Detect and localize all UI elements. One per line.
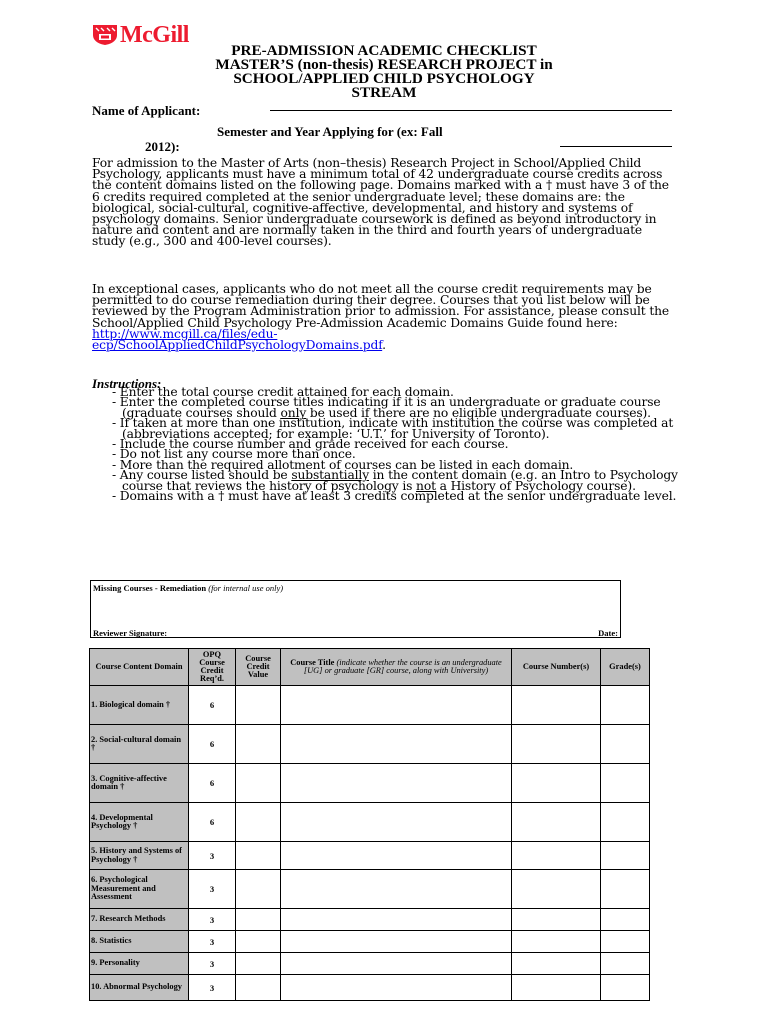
course-title-cell[interactable] xyxy=(281,764,512,803)
remediation-paragraph: In exceptional cases, applicants who do not meet all the course credit requirements may be permitted to do course remediation during their degree. Courses that you list below will be reviewed by the Program Administration prior to admission. For assistance, please consult the School/Applied Child Psychology Pre-Admission Academic Domains Guide found here: http://www.mcgill.ca/files/edu- ecp/SchoolAppliedChildPsychologyDomains.pdf. xyxy=(92,282,670,353)
instruction-item: - More than the required allotment of courses can be listed in each domain. xyxy=(112,457,574,472)
grade-cell[interactable] xyxy=(601,975,650,1001)
table-row xyxy=(90,686,650,725)
course-number-cell[interactable] xyxy=(512,803,601,842)
col-grade: Grade(s) xyxy=(601,649,650,686)
domain-cell: 2. Social-cultural domain † xyxy=(90,725,189,764)
domain-cell: 1. Biological domain † xyxy=(90,686,189,725)
instructions-list xyxy=(112,385,682,504)
credit-value-cell[interactable] xyxy=(236,975,281,1001)
credit-required-cell: 6 xyxy=(189,725,236,764)
domain-cell: 7. Research Methods xyxy=(90,909,189,931)
domain-cell: 4. Developmental Psychology † xyxy=(90,803,189,842)
course-number-cell[interactable] xyxy=(512,686,601,725)
credit-value-cell[interactable] xyxy=(236,725,281,764)
credit-value-cell[interactable] xyxy=(236,909,281,931)
course-title-cell[interactable] xyxy=(281,953,512,975)
instruction-item: - Enter the total course credit attained for each domain. xyxy=(112,385,454,399)
credit-required-cell: 3 xyxy=(189,975,236,1001)
grade-cell[interactable] xyxy=(601,909,650,931)
domain-cell: 5. History and Systems of Psychology † xyxy=(90,842,189,870)
grade-cell[interactable] xyxy=(601,686,650,725)
domains-guide-link[interactable]: http://www.mcgill.ca/files/edu- ecp/SchoolAppliedChildPsychologyDomains.pdf xyxy=(92,326,383,353)
table-row xyxy=(90,725,650,764)
grade-cell[interactable] xyxy=(601,803,650,842)
col-course-title: Course Title (indicate whether the course is an undergraduate [UG] or graduate [GR] course, along with University) xyxy=(281,649,512,686)
credit-required-cell: 3 xyxy=(189,931,236,953)
grade-cell[interactable] xyxy=(601,764,650,803)
domain-cell: 8. Statistics xyxy=(90,931,189,953)
credit-required-cell: 3 xyxy=(189,870,236,909)
remediation-box[interactable] xyxy=(90,580,621,638)
credit-value-cell[interactable] xyxy=(236,870,281,909)
credit-value-cell[interactable] xyxy=(236,931,281,953)
course-title-cell[interactable] xyxy=(281,909,512,931)
credit-value-cell[interactable] xyxy=(236,803,281,842)
semester-field[interactable] xyxy=(560,146,672,147)
table-row xyxy=(90,953,650,975)
credit-required-cell: 6 xyxy=(189,764,236,803)
credit-required-cell: 3 xyxy=(189,953,236,975)
course-number-cell[interactable] xyxy=(512,764,601,803)
course-title-cell[interactable] xyxy=(281,725,512,764)
remediation-label: Missing Courses - Remediation (for internal use only) xyxy=(93,583,284,593)
col-opq: OPQ Course Credit Req’d. xyxy=(189,649,236,686)
applicant-name-label: Name of Applicant: xyxy=(92,103,201,118)
credit-required-cell: 6 xyxy=(189,686,236,725)
logo-wordmark: McGill xyxy=(120,22,189,48)
credit-required-cell: 6 xyxy=(189,803,236,842)
grade-cell[interactable] xyxy=(601,870,650,909)
course-title-cell[interactable] xyxy=(281,975,512,1001)
reviewer-signature-label: Reviewer Signature: xyxy=(93,628,168,638)
page-title: PRE-ADMISSION ACADEMIC CHECKLIST MASTER’S (non-thesis) RESEARCH PROJECT in SCHOOL/APPLIED CHILD PSYCHOLOGY STREAM xyxy=(215,42,553,101)
course-title-cell[interactable] xyxy=(281,842,512,870)
applicant-name-field[interactable] xyxy=(270,110,672,111)
course-title-cell[interactable] xyxy=(281,686,512,725)
grade-cell[interactable] xyxy=(601,842,650,870)
course-domain-table xyxy=(89,648,650,1001)
table-row xyxy=(90,909,650,931)
course-number-cell[interactable] xyxy=(512,842,601,870)
date-label: Date: xyxy=(598,628,618,638)
mcgill-crest-icon xyxy=(92,24,118,46)
table-row xyxy=(90,975,650,1001)
semester-label: Semester and Year Applying for (ex: Fall 2012): xyxy=(145,124,443,154)
domain-cell: 3. Cognitive-affective domain † xyxy=(90,764,189,803)
credit-value-cell[interactable] xyxy=(236,842,281,870)
domain-cell: 10. Abnormal Psychology xyxy=(90,975,189,1001)
grade-cell[interactable] xyxy=(601,931,650,953)
credit-value-cell[interactable] xyxy=(236,953,281,975)
credit-value-cell[interactable] xyxy=(236,686,281,725)
intro-paragraph: For admission to the Master of Arts (non–thesis) Research Project in School/Applied Child Psychology, applicants must have a minimum total of 42 undergraduate course credits across the content domains listed on the following page. Domains marked with a † must have 3 of the 6 credits required completed at the senior undergraduate level; these domains are: the biological, social-cultural, cognitive-affective, developmental, and history and systems of psychology domains. Senior undergraduate coursework is defined as beyond introductory in nature and content and are normally taken in the third and fourth years of undergraduate study (e.g., 300 and 400-level courses). xyxy=(92,156,669,249)
col-domain: Course Content Domain xyxy=(90,649,189,686)
col-credit-value: Course Credit Value xyxy=(236,649,281,686)
instruction-item: - Any course listed should be substantially in the content domain (e.g. an Intro to Psychology course that reviews the history of psychology is not a History of Psychology course). xyxy=(112,468,678,493)
course-number-cell[interactable] xyxy=(512,975,601,1001)
course-number-cell[interactable] xyxy=(512,725,601,764)
table-row xyxy=(90,764,650,803)
credit-value-cell[interactable] xyxy=(236,764,281,803)
instruction-item: - Include the course number and grade received for each course. xyxy=(112,437,509,452)
table-header-row xyxy=(90,649,650,686)
mcgill-logo xyxy=(92,24,189,46)
instructions-heading: Instructions: xyxy=(92,376,162,391)
table-row xyxy=(90,803,650,842)
credit-required-cell: 3 xyxy=(189,909,236,931)
table-row xyxy=(90,842,650,870)
instruction-item: - Domains with a † must have at least 3 credits completed at the senior undergraduate level. xyxy=(112,489,677,504)
table-row xyxy=(90,870,650,909)
table-row xyxy=(90,931,650,953)
course-number-cell[interactable] xyxy=(512,909,601,931)
course-title-cell[interactable] xyxy=(281,931,512,953)
instruction-item: - Enter the completed course titles indicating if it is an undergraduate or graduate course (graduate courses should only be used if there are no eligible undergraduate courses). xyxy=(112,395,661,420)
grade-cell[interactable] xyxy=(601,725,650,764)
col-course-number: Course Number(s) xyxy=(512,649,601,686)
course-title-cell[interactable] xyxy=(281,870,512,909)
credit-required-cell: 3 xyxy=(189,842,236,870)
domain-cell: 9. Personality xyxy=(90,953,189,975)
instruction-item: - Do not list any course more than once. xyxy=(112,447,356,462)
course-number-cell[interactable] xyxy=(512,870,601,909)
course-number-cell[interactable] xyxy=(512,931,601,953)
course-number-cell[interactable] xyxy=(512,953,601,975)
grade-cell[interactable] xyxy=(601,953,650,975)
instruction-item: - If taken at more than one institution, indicate with institution the course was completed at (abbreviations accepted; for example: ‘U.T.’ for University of Toronto). xyxy=(112,416,674,441)
course-title-cell[interactable] xyxy=(281,803,512,842)
domain-cell: 6. Psychological Measurement and Assessment xyxy=(90,870,189,909)
